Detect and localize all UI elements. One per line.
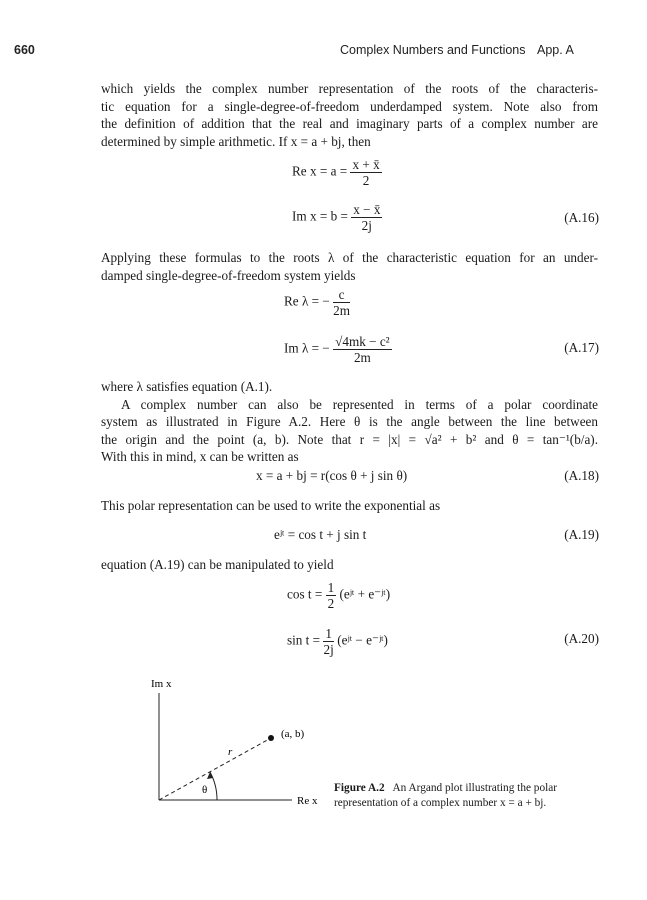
appendix-label: App. A	[537, 43, 574, 57]
radius-line	[159, 738, 271, 800]
numerator: x − x̄	[353, 202, 381, 217]
denominator: 2	[362, 173, 370, 188]
eq-rhs: (eʲᵗ − e⁻ʲᵗ)	[337, 632, 388, 648]
figure-caption	[334, 781, 604, 811]
numerator: √4mk − c²	[335, 334, 390, 349]
equation-a18: x = a + bj = r(cos θ + j sin θ)	[256, 468, 408, 483]
text-line: where λ satisfies equation (A.1).	[101, 379, 273, 394]
denominator: 2	[327, 596, 335, 611]
denominator: 2j	[323, 642, 334, 657]
eq-lhs: Re λ = −	[284, 293, 330, 309]
equation-a19: eʲᵗ = cos t + j sin t	[274, 527, 367, 542]
text-line: the definition of addition that the real and imaginary parts of a complex number are	[101, 116, 598, 131]
equation-number-a16: (A.16)	[564, 210, 599, 225]
y-axis-label: Im x	[151, 678, 172, 690]
eq-lhs: Im λ = −	[284, 340, 330, 356]
chapter-title: Complex Numbers and Functions	[340, 43, 526, 57]
text-line: determined by simple arithmetic. If x = a + bj, then	[101, 133, 371, 149]
page-number: 660	[14, 43, 35, 57]
figure-caption-text: An Argand plot illustrating the polar representation of a complex number x = a + bj.	[334, 782, 558, 809]
equation-number-a17: (A.17)	[564, 340, 599, 355]
eq-lhs: Im x = b =	[292, 208, 348, 224]
numerator: 1	[327, 580, 335, 595]
numerator: x + x̄	[352, 157, 380, 172]
text-line: With this in mind, x can be written as	[101, 449, 299, 464]
angle-label: θ	[202, 784, 208, 796]
text-line: This polar representation can be used to write the exponential as	[101, 498, 441, 513]
denominator: 2j	[361, 218, 372, 233]
eq-lhs: Re x = a =	[292, 163, 348, 179]
denominator: 2m	[333, 303, 350, 318]
eq-rhs: (eʲᵗ + e⁻ʲᵗ)	[339, 586, 391, 602]
equation-number-a18: (A.18)	[564, 468, 599, 483]
text-line: tic equation for a single-degree-of-freedom underdamped system. Note also from	[101, 98, 598, 114]
text-line: Applying these formulas to the roots λ of the characteristic equation for an under-	[101, 250, 598, 265]
numerator: c	[333, 287, 350, 303]
eq-lhs: sin t =	[287, 632, 321, 648]
point-label: (a, b)	[281, 728, 305, 740]
figure-caption-label: Figure A.2	[334, 782, 385, 794]
text-line: A complex number can also be represented in terms of a polar coordinate	[121, 396, 598, 412]
denominator: 2m	[353, 350, 371, 365]
text-line: system as illustrated in Figure A.2. Here θ is the angle between the line between	[101, 414, 598, 429]
point-ab	[268, 735, 274, 741]
radius-label: r	[228, 746, 233, 758]
equation-number-a20: (A.20)	[564, 631, 599, 646]
x-axis-label: Re x	[297, 795, 318, 807]
text-line: equation (A.19) can be manipulated to yield	[101, 557, 334, 572]
numerator: 1	[325, 626, 332, 641]
eq-lhs: cos t =	[287, 586, 323, 602]
text-line: which yields the complex number representation of the roots of the characteris-	[101, 81, 598, 96]
text-line: damped single-degree-of-freedom system yields	[101, 267, 356, 283]
text-line: the origin and the point (a, b). Note that r = |x| = √a² + b² and θ = tan⁻¹(b/a).	[101, 431, 598, 447]
equation-number-a19: (A.19)	[564, 527, 599, 542]
